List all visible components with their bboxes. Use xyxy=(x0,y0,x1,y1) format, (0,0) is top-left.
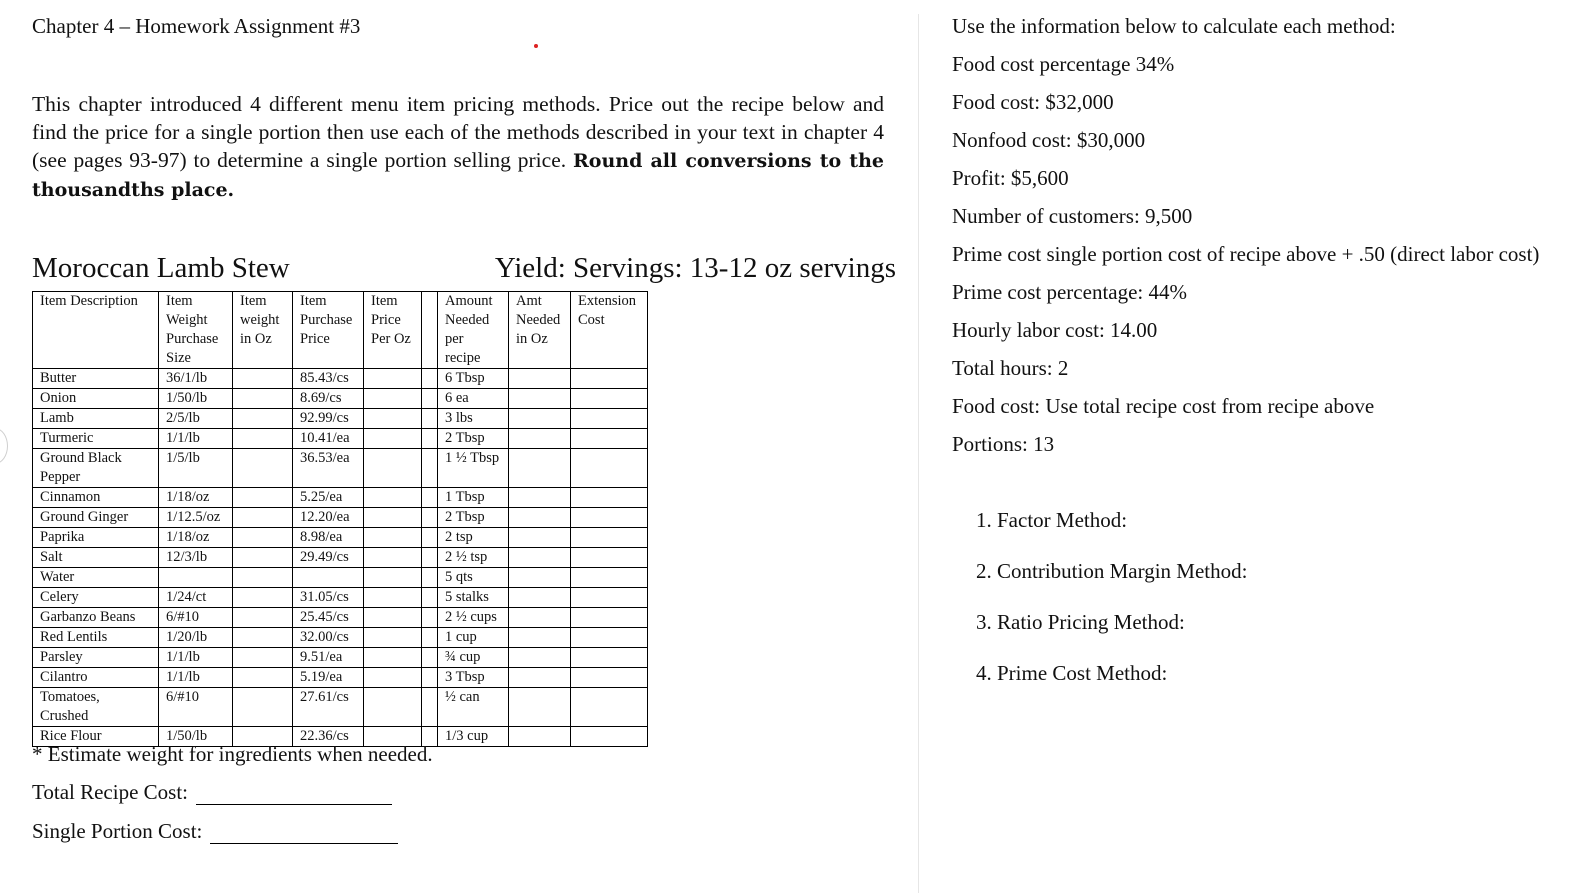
estimate-note: * Estimate weight for ingredients when needed. xyxy=(32,742,433,766)
column-divider xyxy=(918,14,919,893)
table-cell: 29.49/cs xyxy=(293,548,364,568)
table-cell: 31.05/cs xyxy=(293,588,364,608)
table-cell xyxy=(422,449,438,488)
table-row xyxy=(33,508,648,528)
table-row xyxy=(33,389,648,409)
table-row xyxy=(33,668,648,688)
table-cell xyxy=(509,429,571,449)
table-cell: 2 ½ tsp xyxy=(438,548,509,568)
table-cell xyxy=(571,508,648,528)
table-row xyxy=(33,688,648,727)
info-line: Food cost: $32,000 xyxy=(952,90,1114,114)
table-row xyxy=(33,409,648,429)
table-cell xyxy=(233,449,293,488)
table-cell: Garbanzo Beans xyxy=(33,608,159,628)
table-cell: 6 Tbsp xyxy=(438,369,509,389)
table-cell xyxy=(422,548,438,568)
table-cell xyxy=(233,409,293,429)
table-cell: Cilantro xyxy=(33,668,159,688)
table-cell xyxy=(571,409,648,429)
table-cell xyxy=(422,409,438,429)
table-cell: Butter xyxy=(33,369,159,389)
table-cell: 1/12.5/oz xyxy=(159,508,233,528)
table-row xyxy=(33,369,648,389)
table-cell: 92.99/cs xyxy=(293,409,364,429)
table-row xyxy=(33,628,648,648)
table-cell xyxy=(364,409,422,429)
table-cell: Onion xyxy=(33,389,159,409)
column-header: Item Description xyxy=(33,292,159,369)
table-cell xyxy=(233,648,293,668)
table-cell: 5.25/ea xyxy=(293,488,364,508)
table-cell xyxy=(233,429,293,449)
table-cell: 1 cup xyxy=(438,628,509,648)
table-cell: 1/24/ct xyxy=(159,588,233,608)
intro-text: This chapter introduced 4 different menu item pricing methods. Price out the recipe below and find the price for a single portion then use each of the methods described in your text in chapter 4 (see pages 93-97) to determine a single portion selling price. xyxy=(32,92,884,172)
assignment-intro xyxy=(32,90,884,204)
table-cell xyxy=(233,668,293,688)
table-row xyxy=(33,588,648,608)
table-header-row xyxy=(33,292,648,369)
table-cell xyxy=(571,588,648,608)
table-cell xyxy=(233,548,293,568)
recipe-name: Moroccan Lamb Stew xyxy=(32,252,290,284)
table-cell: 6 ea xyxy=(438,389,509,409)
table-cell: 1/1/lb xyxy=(159,429,233,449)
table-cell: ¾ cup xyxy=(438,648,509,668)
table-cell: Water xyxy=(33,568,159,588)
table-cell xyxy=(233,628,293,648)
table-cell xyxy=(509,648,571,668)
info-line: Hourly labor cost: 14.00 xyxy=(952,318,1158,342)
table-cell: 1 ½ Tbsp xyxy=(438,449,509,488)
column-header: Extension Cost xyxy=(571,292,648,369)
table-cell: 6/#10 xyxy=(159,608,233,628)
table-cell: 36.53/ea xyxy=(293,449,364,488)
table-cell: 2 ½ cups xyxy=(438,608,509,628)
table-cell: 1/50/lb xyxy=(159,389,233,409)
single-portion-cost-label: Single Portion Cost: xyxy=(32,819,203,843)
table-cell xyxy=(159,568,233,588)
table-cell xyxy=(571,628,648,648)
info-heading: Use the information below to calculate each method: xyxy=(952,14,1396,38)
table-cell: 25.45/cs xyxy=(293,608,364,628)
total-recipe-cost-blank[interactable] xyxy=(196,782,392,805)
table-cell xyxy=(509,409,571,429)
recipe-table xyxy=(32,291,648,747)
table-cell: 1 Tbsp xyxy=(438,488,509,508)
table-cell xyxy=(233,369,293,389)
table-cell: 1/1/lb xyxy=(159,648,233,668)
table-cell: 8.98/ea xyxy=(293,528,364,548)
table-cell xyxy=(233,508,293,528)
info-line: Total hours: 2 xyxy=(952,356,1069,380)
table-cell xyxy=(509,628,571,648)
info-line: Prime cost single portion cost of recipe above + .50 (direct labor cost) xyxy=(952,242,1540,266)
table-cell: 2/5/lb xyxy=(159,409,233,429)
table-cell: ½ can xyxy=(438,688,509,727)
table-cell xyxy=(422,528,438,548)
column-header: Item Weight Purchase Size xyxy=(159,292,233,369)
table-cell xyxy=(571,528,648,548)
table-row xyxy=(33,429,648,449)
info-line: Food cost: Use total recipe cost from recipe above xyxy=(952,394,1375,418)
table-cell xyxy=(509,449,571,488)
page-edge-handle xyxy=(0,428,8,464)
table-cell: 2 Tbsp xyxy=(438,508,509,528)
table-cell: 22.36/cs xyxy=(293,727,364,747)
table-cell xyxy=(364,568,422,588)
table-cell: Cinnamon xyxy=(33,488,159,508)
table-cell: 5 qts xyxy=(438,568,509,588)
table-row xyxy=(33,648,648,668)
table-cell xyxy=(422,568,438,588)
table-cell xyxy=(571,668,648,688)
table-cell: 32.00/cs xyxy=(293,628,364,648)
table-cell: Ground Ginger xyxy=(33,508,159,528)
column-header: Item Purchase Price xyxy=(293,292,364,369)
table-cell: Ground Black Pepper xyxy=(33,449,159,488)
table-cell xyxy=(571,449,648,488)
info-line: Food cost percentage 34% xyxy=(952,52,1175,76)
table-cell xyxy=(233,588,293,608)
red-dot-mark xyxy=(534,44,538,48)
table-cell xyxy=(509,488,571,508)
table-cell: 1/1/lb xyxy=(159,668,233,688)
table-cell: Celery xyxy=(33,588,159,608)
table-cell xyxy=(233,528,293,548)
table-cell: 2 Tbsp xyxy=(438,429,509,449)
table-cell xyxy=(509,608,571,628)
table-cell xyxy=(509,568,571,588)
table-cell xyxy=(509,688,571,727)
table-cell: 1/18/oz xyxy=(159,488,233,508)
table-cell xyxy=(233,688,293,727)
info-line: Number of customers: 9,500 xyxy=(952,204,1193,228)
table-cell xyxy=(571,568,648,588)
table-cell xyxy=(422,369,438,389)
table-cell: Red Lentils xyxy=(33,628,159,648)
table-cell xyxy=(571,369,648,389)
table-cell: 85.43/cs xyxy=(293,369,364,389)
table-cell xyxy=(571,688,648,727)
single-portion-cost-blank[interactable] xyxy=(210,821,398,844)
table-cell xyxy=(364,389,422,409)
table-cell: 1/5/lb xyxy=(159,449,233,488)
table-cell xyxy=(571,389,648,409)
table-cell: Rice Flour xyxy=(33,727,159,747)
table-cell xyxy=(233,488,293,508)
table-cell xyxy=(571,727,648,747)
info-line: Portions: 13 xyxy=(952,432,1055,456)
table-cell xyxy=(571,608,648,628)
method-item: 2. Contribution Margin Method: xyxy=(976,559,1248,583)
intro-bold-text: Round all conversions to the thousandths place. xyxy=(32,150,884,201)
table-cell xyxy=(422,668,438,688)
table-cell: 27.61/cs xyxy=(293,688,364,727)
table-cell: 1/20/lb xyxy=(159,628,233,648)
table-cell xyxy=(364,508,422,528)
table-cell: 3 Tbsp xyxy=(438,668,509,688)
column-header xyxy=(422,292,438,369)
table-cell xyxy=(571,648,648,668)
table-row xyxy=(33,528,648,548)
table-cell: Tomatoes, Crushed xyxy=(33,688,159,727)
table-cell: 5 stalks xyxy=(438,588,509,608)
table-cell xyxy=(422,648,438,668)
info-line: Nonfood cost: $30,000 xyxy=(952,128,1146,152)
table-cell xyxy=(233,389,293,409)
table-cell xyxy=(422,608,438,628)
table-cell: Salt xyxy=(33,548,159,568)
table-cell xyxy=(509,588,571,608)
table-cell xyxy=(293,568,364,588)
table-row xyxy=(33,608,648,628)
method-item: 3. Ratio Pricing Method: xyxy=(976,610,1185,634)
table-row xyxy=(33,568,648,588)
pricing-methods-list xyxy=(976,508,1247,712)
table-cell xyxy=(364,528,422,548)
table-cell xyxy=(364,588,422,608)
table-cell: 3 lbs xyxy=(438,409,509,429)
column-header: Amt Needed in Oz xyxy=(509,292,571,369)
table-cell xyxy=(422,389,438,409)
table-cell: 1/3 cup xyxy=(438,727,509,747)
table-cell: 1/50/lb xyxy=(159,727,233,747)
table-cell xyxy=(422,628,438,648)
table-cell xyxy=(364,668,422,688)
info-line: Prime cost percentage: 44% xyxy=(952,280,1187,304)
table-cell: 12/3/lb xyxy=(159,548,233,568)
table-cell: 5.19/ea xyxy=(293,668,364,688)
table-cell xyxy=(509,389,571,409)
column-header: Item Price Per Oz xyxy=(364,292,422,369)
table-cell xyxy=(364,608,422,628)
table-cell: Lamb xyxy=(33,409,159,429)
table-cell xyxy=(364,488,422,508)
table-cell xyxy=(509,548,571,568)
recipe-yield: Yield: Servings: 13-12 oz servings xyxy=(494,252,896,284)
table-cell xyxy=(422,588,438,608)
table-cell xyxy=(509,727,571,747)
table-cell xyxy=(509,508,571,528)
table-cell xyxy=(364,548,422,568)
total-recipe-cost xyxy=(32,780,392,805)
table-cell xyxy=(422,688,438,727)
table-cell xyxy=(422,429,438,449)
table-cell: 36/1/lb xyxy=(159,369,233,389)
table-cell xyxy=(571,488,648,508)
table-cell: 9.51/ea xyxy=(293,648,364,668)
table-cell xyxy=(233,568,293,588)
table-cell xyxy=(233,608,293,628)
table-cell xyxy=(422,508,438,528)
table-cell: Parsley xyxy=(33,648,159,668)
table-cell xyxy=(364,628,422,648)
table-cell xyxy=(422,488,438,508)
info-line: Profit: $5,600 xyxy=(952,166,1069,190)
table-cell: 8.69/cs xyxy=(293,389,364,409)
table-cell xyxy=(571,548,648,568)
table-row xyxy=(33,488,648,508)
table-cell: 6/#10 xyxy=(159,688,233,727)
assignment-title: Chapter 4 – Homework Assignment #3 xyxy=(32,14,361,38)
table-row xyxy=(33,449,648,488)
table-cell: 1/18/oz xyxy=(159,528,233,548)
table-cell xyxy=(571,429,648,449)
table-cell: 10.41/ea xyxy=(293,429,364,449)
single-portion-cost xyxy=(32,819,398,844)
table-cell xyxy=(364,429,422,449)
table-cell: Turmeric xyxy=(33,429,159,449)
table-cell xyxy=(364,648,422,668)
table-cell xyxy=(364,688,422,727)
table-cell xyxy=(509,369,571,389)
table-cell: Paprika xyxy=(33,528,159,548)
table-row xyxy=(33,548,648,568)
method-item: 1. Factor Method: xyxy=(976,508,1128,532)
table-cell xyxy=(364,449,422,488)
column-header: Item weight in Oz xyxy=(233,292,293,369)
table-cell xyxy=(509,668,571,688)
table-cell: 2 tsp xyxy=(438,528,509,548)
table-cell xyxy=(364,369,422,389)
table-cell: 12.20/ea xyxy=(293,508,364,528)
column-header: Amount Needed per recipe xyxy=(438,292,509,369)
method-item: 4. Prime Cost Method: xyxy=(976,661,1168,685)
table-cell xyxy=(509,528,571,548)
table-body xyxy=(33,369,648,747)
total-recipe-cost-label: Total Recipe Cost: xyxy=(32,780,189,804)
